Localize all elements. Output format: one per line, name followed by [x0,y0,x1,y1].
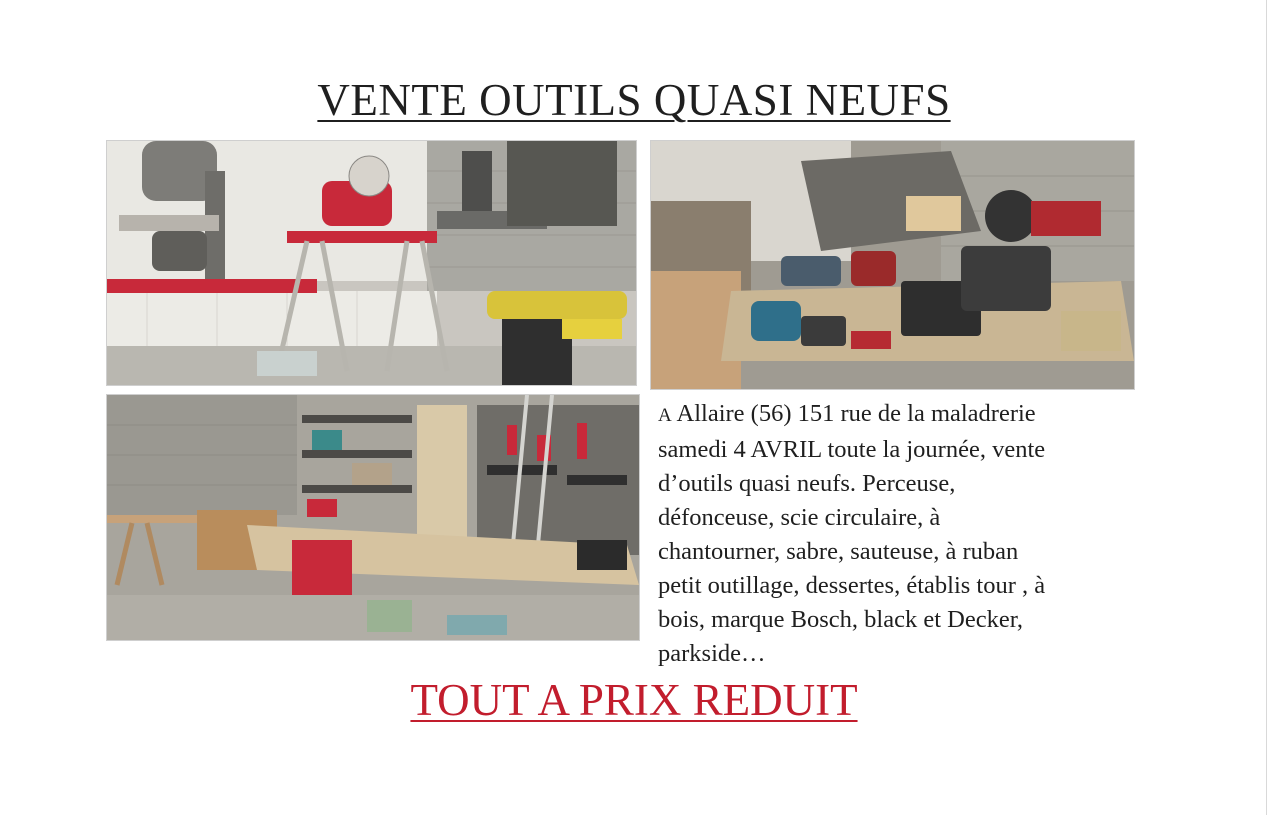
description-line-3: d’outils quasi neufs. Perceuse, [658,470,956,497]
description-line-5: chantourner, sabre, sauteuse, à ruban [658,538,1019,565]
photo-workshop-machines [106,140,637,386]
flyer-title: VENTE OUTILS QUASI NEUFS [317,75,951,125]
photo-workbenches-shelves [106,394,640,641]
photo-power-tools-table [650,140,1135,390]
description-line-2: samedi 4 AVRIL toute la journée, vente [658,436,1046,463]
description-line-7: bois, marque Bosch, black et Decker, [658,606,1024,633]
description-line-4: défonceuse, scie circulaire, à [658,504,941,531]
price-callout: TOUT A PRIX REDUIT [410,675,858,725]
description-line-8: parkside… [658,640,766,667]
sale-description [658,397,1138,671]
description-line-6: petit outillage, dessertes, établis tour , à [658,572,1046,599]
description-line-1: A Allaire (56) 151 rue de la maladrerie [658,400,1036,427]
